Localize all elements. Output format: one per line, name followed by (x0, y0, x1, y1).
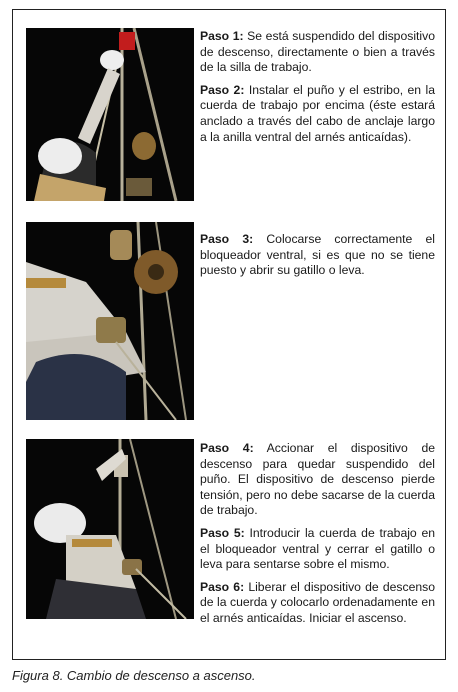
step-text: Instalar el puño y el estribo, en la cuerda de trabajo por encima (éste estará anclado a través del cabo de anclaje largo a la anilla ventral del arnés anticaídas). (200, 82, 436, 144)
step-1 (200, 29, 435, 76)
step-label: Paso 3: (200, 232, 254, 246)
step-label: Paso 4: (200, 441, 254, 455)
photo-step-4-6 (26, 439, 194, 619)
photo-step-3 (26, 222, 194, 420)
step-label: Paso 2: (200, 82, 245, 97)
step-5 (200, 526, 435, 573)
step-label: Paso 6: (200, 579, 245, 594)
figure-caption: Figura 8. Cambio de descenso a ascenso. (12, 668, 256, 683)
steps-block-3 (200, 441, 435, 634)
photo-climber-ascending (26, 439, 194, 619)
step-2 (200, 83, 435, 145)
step-3 (200, 232, 435, 279)
photo-step-1-2 (26, 28, 194, 201)
step-label: Paso 5: (200, 525, 245, 540)
step-text: Colocarse correctamente el bloqueador ventral, si es que no se tiene puesto y abrir su gatillo o leva. (200, 232, 436, 278)
step-6 (200, 580, 435, 627)
step-4 (200, 441, 435, 519)
steps-block-2 (200, 232, 435, 286)
steps-block-1 (200, 29, 435, 152)
step-text: Se está suspendido del dispositivo de descenso, directamente o bien a través de la silla de trabajo. (200, 29, 436, 75)
step-text: Liberar el dispositivo de descenso de la cuerda y colocarlo ordenadamente en el arnés anticaídas. Iniciar el ascenso. (200, 579, 436, 625)
figure-frame (12, 9, 446, 660)
photo-climber-descending (26, 28, 194, 201)
step-label: Paso 1: (200, 29, 244, 43)
step-text: Introducir la cuerda de trabajo en el bloqueador ventral y cerrar el gatillo o leva para sentarse sobre el mismo. (200, 525, 435, 572)
photo-ventral-ascender (26, 222, 194, 420)
step-text: Accionar el dispositivo de descenso para quedar suspendido del puño. El dispositivo de descenso pierde tensión, pero no debe sacarse de la cuerda de trabajo. (200, 441, 435, 518)
